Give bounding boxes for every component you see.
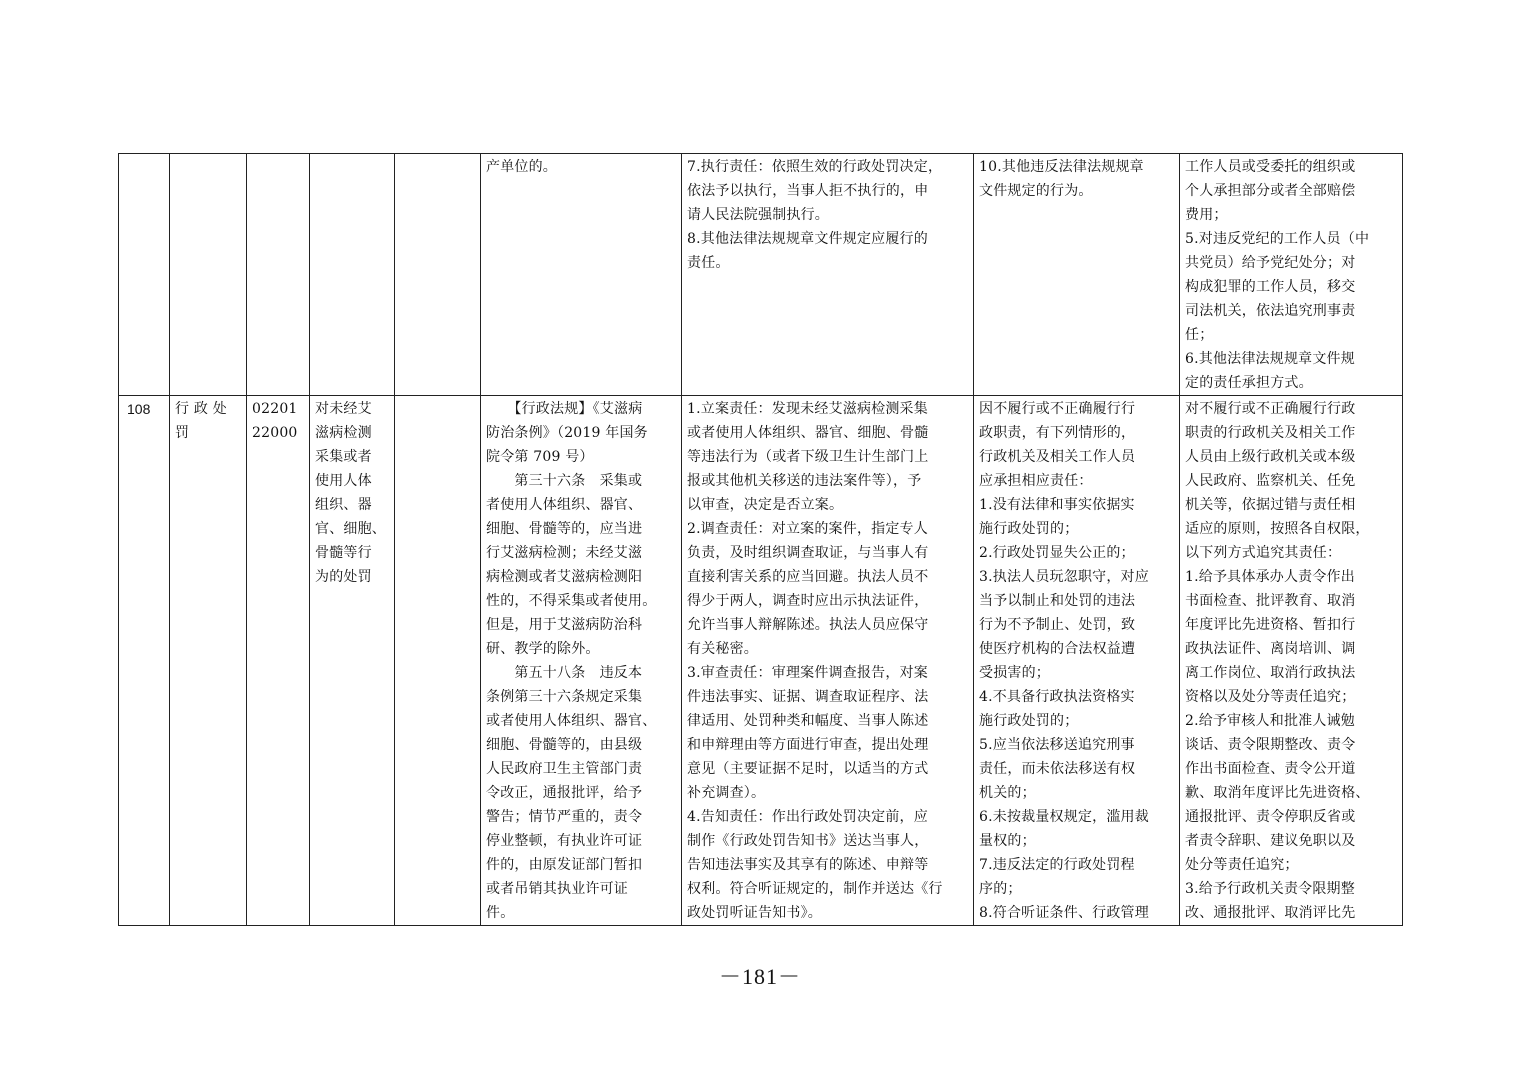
- liability-line: 量权的；: [979, 833, 1036, 849]
- basis-cell: [481, 154, 682, 396]
- accountability-line: 以下列方式追究其责任：: [1185, 545, 1342, 561]
- liability-line: 受损害的；: [979, 665, 1050, 681]
- accountability-line: 者责令辞职、建议免职以及: [1185, 833, 1356, 849]
- liability-line: 施行政处罚的；: [979, 521, 1079, 537]
- accountability-line: 1.给予具体承办人责令作出: [1185, 569, 1355, 585]
- duty-line: 负责，及时组织调查取证，与当事人有: [687, 545, 929, 561]
- liability-line: 施行政处罚的；: [979, 713, 1079, 729]
- basis-line: 行艾滋病检测；未经艾滋: [486, 545, 643, 561]
- basis-line: 病检测或者艾滋病检测阳: [486, 569, 643, 585]
- accountability-cell: [1180, 396, 1403, 926]
- duty-line: 权利。符合听证规定的，制作并送达《行: [687, 881, 943, 897]
- liability-line: 序的；: [979, 881, 1022, 897]
- accountability-line: 6.其他法律法规规章文件规: [1185, 351, 1355, 367]
- duty-cell: [682, 154, 974, 396]
- liability-line: 行政机关及相关工作人员: [979, 449, 1136, 465]
- item-line: 使用人体: [315, 473, 372, 489]
- duty-line: 依法予以执行，当事人拒不执行的，申: [687, 183, 929, 199]
- code-cell: [247, 154, 310, 396]
- item-cell: [310, 154, 395, 396]
- type-line: 罚: [175, 425, 190, 441]
- accountability-line: 年度评比先进资格、暂扣行: [1185, 617, 1356, 633]
- basis-line: 者使用人体组织、器官、: [486, 497, 643, 513]
- duty-line: 2.调查责任：对立案的案件，指定专人: [687, 521, 928, 537]
- type-cell: [170, 396, 247, 926]
- item-line: 组织、器: [315, 497, 372, 513]
- liability-line: 5.应当依法移送追究刑事: [979, 737, 1135, 753]
- duty-line: 件违法事实、证据、调查取证程序、法: [687, 689, 929, 705]
- duty-line: 有关秘密。: [687, 641, 758, 657]
- liability-line: 机关的；: [979, 785, 1036, 801]
- liability-line: 应承担相应责任：: [979, 473, 1093, 489]
- accountability-line: 构成犯罪的工作人员，移交: [1185, 279, 1356, 295]
- basis-line: 细胞、骨髓等的，由县级: [486, 737, 643, 753]
- liability-cases-cell: [974, 154, 1180, 396]
- liability-line: 4.不具备行政执法资格实: [979, 689, 1135, 705]
- sub-item-cell: [395, 154, 481, 396]
- accountability-line: 通报批评、责令停职反省或: [1185, 809, 1356, 825]
- duty-line: 律适用、处罚种类和幅度、当事人陈述: [687, 713, 929, 729]
- duty-line: 请人民法院强制执行。: [687, 207, 829, 223]
- duty-line: 7.执行责任：依照生效的行政处罚决定，: [687, 159, 943, 175]
- accountability-line: 对不履行或不正确履行行政: [1185, 401, 1356, 417]
- basis-line: 件的，由原发证部门暂扣: [486, 857, 643, 873]
- accountability-line: 人员由上级行政机关或本级: [1185, 449, 1356, 465]
- page-number: －181－: [718, 964, 801, 989]
- duty-line: 得少于两人，调查时应出示执法证件，: [687, 593, 929, 609]
- accountability-line: 司法机关，依法追究刑事责: [1185, 303, 1356, 319]
- basis-line: 第五十八条 违反本: [486, 665, 643, 681]
- duty-line: 责任。: [687, 255, 730, 271]
- basis-line: 或者吊销其执业许可证: [486, 881, 628, 897]
- accountability-line: 政执法证件、离岗培训、调: [1185, 641, 1356, 657]
- accountability-line: 人民政府、监察机关、任免: [1185, 473, 1356, 489]
- item-cell: [310, 396, 395, 926]
- accountability-line: 工作人员或受委托的组织或: [1185, 159, 1356, 175]
- duty-line: 允许当事人辩解陈述。执法人员应保守: [687, 617, 929, 633]
- duty-line: 告知违法事实及其享有的陈述、申辩等: [687, 857, 929, 873]
- basis-line: 或者使用人体组织、器官、: [486, 713, 657, 729]
- accountability-line: 处分等责任追究；: [1185, 857, 1299, 873]
- table-row: [119, 396, 1403, 926]
- liability-line: 6.未按裁量权规定，滥用裁: [979, 809, 1149, 825]
- accountability-line: 资格以及处分等责任追究；: [1185, 689, 1356, 705]
- basis-line: 警告；情节严重的，责令: [486, 809, 643, 825]
- accountability-line: 定的责任承担方式。: [1185, 375, 1313, 391]
- liability-line: 责任，而未依法移送有权: [979, 761, 1136, 777]
- accountability-line: 个人承担部分或者全部赔偿: [1185, 183, 1356, 199]
- basis-line: 【行政法规】《艾滋病: [486, 401, 643, 417]
- liability-line: 8.符合听证条件、行政管理: [979, 905, 1149, 921]
- basis-line: 防治条例》（2019 年国务: [486, 425, 648, 441]
- liability-line: 因不履行或不正确履行行: [979, 401, 1136, 417]
- type-cell: [170, 154, 247, 396]
- seq-cell: [119, 154, 170, 396]
- sub-item-cell: [395, 396, 481, 926]
- basis-line: 研、教学的除外。: [486, 641, 600, 657]
- liability-line: 2.行政处罚显失公正的；: [979, 545, 1135, 561]
- basis-line: 令改正，通报批评，给予: [486, 785, 643, 801]
- duty-line: 补充调查）。: [687, 785, 766, 801]
- accountability-line: 谈话、责令限期整改、责令: [1185, 737, 1356, 753]
- basis-cell: [481, 396, 682, 926]
- duty-line: 等违法行为（或者下级卫生计生部门上: [687, 449, 929, 465]
- basis-line: 第三十六条 采集或: [486, 473, 643, 489]
- accountability-line: 改、通报批评、取消评比先: [1185, 905, 1356, 921]
- liability-line: 7.违反法定的行政处罚程: [979, 857, 1135, 873]
- basis-line: 性的，不得采集或者使用。: [486, 593, 657, 609]
- accountability-line: 任；: [1185, 327, 1214, 343]
- liability-line: 当予以制止和处罚的违法: [979, 593, 1136, 609]
- code-line: 22000: [252, 425, 298, 441]
- duty-line: 4.告知责任：作出行政处罚决定前，应: [687, 809, 928, 825]
- liability-line: 政职责，有下列情形的，: [979, 425, 1136, 441]
- basis-line: 停业整顿，有执业许可证: [486, 833, 643, 849]
- duty-line: 和申辩理由等方面进行审查，提出处理: [687, 737, 929, 753]
- basis-line: 院令第 709 号）: [486, 449, 594, 465]
- duty-line: 报或其他机关移送的违法案件等），予: [687, 473, 922, 489]
- accountability-line: 作出书面检查、责令公开道: [1185, 761, 1356, 777]
- code-cell: [247, 396, 310, 926]
- liability-line: 文件规定的行为。: [979, 183, 1093, 199]
- basis-line: 条例第三十六条规定采集: [486, 689, 643, 705]
- liability-line: 使医疗机构的合法权益遭: [979, 641, 1136, 657]
- duty-line: 意见（主要证据不足时，以适当的方式: [687, 761, 929, 777]
- accountability-line: 费用；: [1185, 207, 1228, 223]
- accountability-line: 3.给予行政机关责令限期整: [1185, 881, 1355, 897]
- liability-line: 1.没有法律和事实依据实: [979, 497, 1135, 513]
- accountability-line: 职责的行政机关及相关工作: [1185, 425, 1356, 441]
- duty-line: 制作《行政处罚告知书》送达当事人，: [687, 833, 929, 849]
- accountability-line: 离工作岗位、取消行政执法: [1185, 665, 1356, 681]
- duty-cell: [682, 396, 974, 926]
- duty-line: 3.审查责任：审理案件调查报告，对案: [687, 665, 928, 681]
- basis-line: 人民政府卫生主管部门责: [486, 761, 643, 777]
- accountability-line: 共党员）给予党纪处分；对: [1185, 255, 1356, 271]
- accountability-line: 歉、取消年度评比先进资格、: [1185, 785, 1370, 801]
- liability-line: 10.其他违反法律法规规章: [979, 159, 1144, 175]
- accountability-cell: [1180, 154, 1403, 396]
- liability-line: 3.执法人员玩忽职守，对应: [979, 569, 1149, 585]
- duty-line: 1.立案责任：发现未经艾滋病检测采集: [687, 401, 928, 417]
- item-line: 官、细胞、: [315, 521, 386, 537]
- duty-line: 8.其他法律法规规章文件规定应履行的: [687, 231, 928, 247]
- accountability-line: 5.对违反党纪的工作人员（中: [1185, 231, 1370, 247]
- duty-line: 以审查，决定是否立案。: [687, 497, 844, 513]
- item-line: 对未经艾: [315, 401, 372, 417]
- accountability-line: 适应的原则，按照各自权限，: [1185, 521, 1370, 537]
- duty-line: 直接利害关系的应当回避。执法人员不: [687, 569, 929, 585]
- liability-cases-cell: [974, 396, 1180, 926]
- liability-line: 行为不予制止、处罚，致: [979, 617, 1136, 633]
- accountability-line: 书面检查、批评教育、取消: [1185, 593, 1356, 609]
- item-line: 骨髓等行: [315, 545, 372, 561]
- duty-line: 政处罚听证告知书》。: [687, 905, 822, 921]
- basis-line: 产单位的。: [486, 159, 557, 175]
- code-line: 02201: [252, 401, 298, 417]
- duty-line: 或者使用人体组织、器官、细胞、骨髓: [687, 425, 929, 441]
- table-row: [119, 154, 1403, 396]
- responsibility-table: [118, 153, 1403, 926]
- accountability-line: 机关等，依据过错与责任相: [1185, 497, 1356, 513]
- item-line: 采集或者: [315, 449, 372, 465]
- accountability-line: 2.给予审核人和批准人诫勉: [1185, 713, 1355, 729]
- seq-cell: 108: [119, 396, 170, 926]
- item-line: 滋病检测: [315, 425, 372, 441]
- type-line: 行 政 处: [175, 401, 227, 417]
- item-line: 为的处罚: [315, 569, 372, 585]
- basis-line: 但是，用于艾滋病防治科: [486, 617, 643, 633]
- basis-line: 件。: [486, 905, 515, 921]
- basis-line: 细胞、骨髓等的，应当进: [486, 521, 643, 537]
